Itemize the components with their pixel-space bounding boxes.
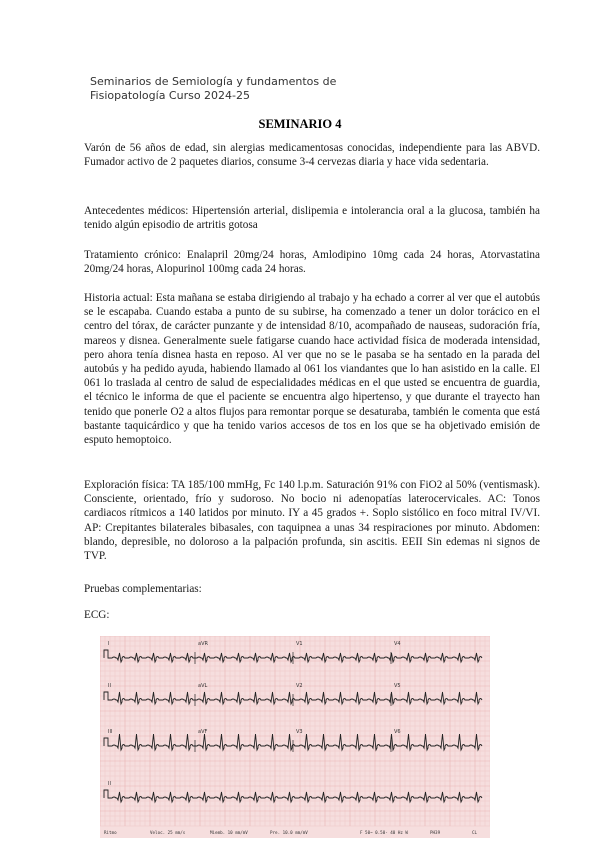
ecg-lead-label: V4 [394, 641, 401, 647]
ecg-lead-label: aVF [198, 729, 208, 735]
ecg-footer-label: Pre. 10.0 mm/mV [270, 830, 308, 835]
ecg-footer-label: Miemb. 10 mm/mV [210, 830, 248, 835]
header-line-1: Seminarios de Semiología y fundamentos de [90, 75, 337, 88]
ecg-footer-label: Ritmo [104, 830, 117, 835]
pruebas-label: Pruebas complementarias: [84, 583, 202, 595]
ecg-lead-label: V1 [296, 641, 303, 647]
ecg-footer-label: F 50~ 0.50- 40 Hz W [360, 830, 408, 835]
ecg-lead-label: V6 [394, 729, 401, 735]
ecg-lead-label: II [108, 781, 111, 787]
page-title: SEMINARIO 4 [258, 117, 342, 131]
paragraph-antecedentes: Antecedentes médicos: Hipertensión arterial, dislipemia e intolerancia oral a la glucosa, también ha tenido algún episodio de artritis gotosa [84, 205, 540, 232]
paragraph-intro: Varón de 56 años de edad, sin alergias medicamentosas conocidas, independiente para las ABVD. Fumador activo de 2 paquetes diarios, consume 3-4 cervezas diaria y hace vida sedentaria. [84, 142, 540, 169]
paragraph-historia: Historia actual: Esta mañana se estaba dirigiendo al trabajo y ha echado a correr al ver que el autobús se le escapaba. Cuando estaba a punto de su subirse, ha comenzado a tener un dolor torácico en el centro del tórax, de carácter punzante y de intensidad 8/10, acompañado de nauseas, sudoración fría, mareos y disnea. Generalmente suele fatigarse cuando hace actividad física de moderada intensidad, pero ahora tenía disnea hasta en reposo. Al ver que no se le pasaba se ha sentado en la parada del autobús y ha pedido ayuda, habiendo llamado al 061 los viandantes que lo han asistido en la calle. El 061 lo traslada al centro de salud de especialidades médicas en el que usted se encuentra de guardia, el técnico le informa de que el paciente se encuentra algo hipertenso, y que durante el trayecto han tenido que ponerle O2 a altos flujos para remontar porque se desaturaba, también le comenta que está bastante taquicárdico y que ha tenido varios accesos de tos en los que se ha objetivado emisión de esputo hemoptoico. [84, 292, 540, 447]
ecg-lead-label: II [108, 683, 111, 689]
ecg-lead-label: aVL [198, 683, 208, 689]
ecg-image [100, 636, 490, 838]
ecg-lead-label: V2 [296, 683, 303, 689]
ecg-footer-label: Veloc. 25 mm/s [150, 830, 186, 835]
paragraph-exploracion: Exploración física: TA 185/100 mmHg, Fc 140 l.p.m. Saturación 91% con FiO2 al 50% (ventismask). Consciente, orientado, frío y sudoroso. No bocio ni adenopatías laterocervicales. AC: Tonos cardiacos rítmicos a 140 latidos por minuto. IY a 45 grados +. Soplo sistólico en foco mitral IV/VI. AP: Crepitantes bilaterales bibasales, con taquipnea a unas 34 respiraciones por minuto. Abdomen: blando, depresible, no doloroso a la palpación profunda, sin ascitis. EEII Sin edemas ni signos de TVP. [84, 479, 540, 563]
paragraph-tratamiento: Tratamiento crónico: Enalapril 20mg/24 horas, Amlodipino 10mg cada 24 horas, Atorvastatina 20mg/24 horas, Alopurinol 100mg cada 24 horas. [84, 249, 540, 276]
ecg-footer-label: CL [472, 830, 478, 835]
ecg-lead-label: aVR [198, 641, 208, 647]
ecg-lead-label: III [108, 729, 113, 735]
ecg-label: ECG: [84, 609, 110, 621]
ecg-lead-label: I [108, 641, 110, 647]
ecg-lead-label: V5 [394, 683, 401, 689]
header-line-2: Fisiopatología Curso 2024-25 [90, 89, 251, 102]
ecg-strip [100, 636, 490, 838]
document-header [90, 75, 336, 103]
ecg-footer-label: PH39 [430, 830, 441, 835]
ecg-lead-label: V3 [296, 729, 303, 735]
